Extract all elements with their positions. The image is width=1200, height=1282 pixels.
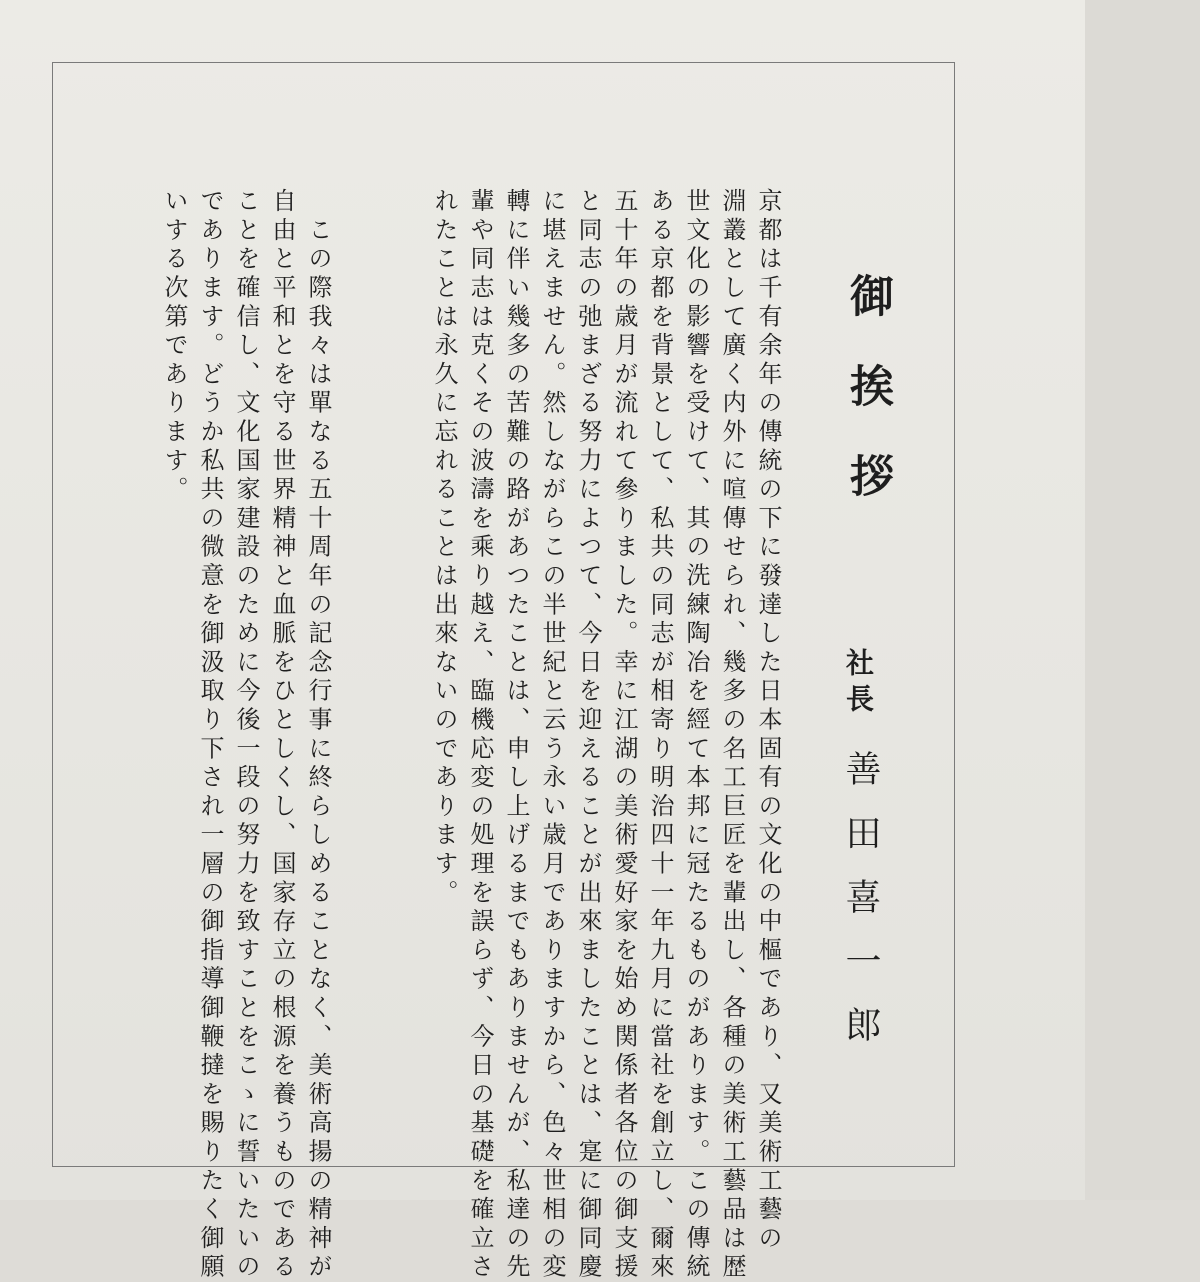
body-line: 京都は千有余年の傳統の下に發達した日本固有の文化の中樞であり、又美術工藝の — [754, 188, 782, 1254]
body-line: 淵叢として廣く内外に喧傳せられ、幾多の名工巨匠を輩出し、各種の美術工藝品は歴 — [718, 188, 746, 1282]
author-name: 善田喜一郎 — [840, 750, 881, 1070]
body-line: ことを確信し、文化国家建設のために今後一段の努力を致すことをこゝに誓いたいの — [232, 188, 260, 1282]
body-line: いする次第であります。 — [160, 188, 188, 505]
body-line: 自由と平和とを守る世界精神と血脈をひとしくし、国家存立の根源を養うものである — [268, 188, 296, 1282]
body-line: ある京都を背景として、私共の同志が相寄り明治四十一年九月に當社を創立し、爾來 — [646, 188, 674, 1282]
author-role: 社長 — [842, 648, 875, 720]
page-edge-shadow — [1085, 0, 1200, 1200]
body-line: であります。どうか私共の微意を御汲取り下され一層の御指導御鞭撻を賜りたく御願 — [196, 188, 224, 1282]
page-title: 御挨拶 — [842, 273, 893, 543]
body-line: 輩や同志は克くその波濤を乘り越え、臨機応変の処理を誤らず、今日の基礎を確立さ — [466, 188, 494, 1282]
body-line: 轉に伴い幾多の苦難の路があつたことは、申し上げるまでもありませんが、私達の先 — [502, 188, 530, 1282]
body-line: に堪えません。然しながらこの半世紀と云う永い歳月でありますから、色々世相の変 — [538, 188, 566, 1282]
body-line: と同志の弛まざる努力によつて、今日を迎えることが出來ましたことは、寔に御同慶 — [574, 188, 602, 1282]
body-line: 五十年の歳月が流れて參りました。幸に江湖の美術愛好家を始め関係者各位の御支援 — [610, 188, 638, 1282]
body-line: 世文化の影響を受けて、其の洗練陶冶を經て本邦に冠たるものがあります。この傳統 — [682, 188, 710, 1282]
body-line: この際我々は單なる五十周年の記念行事に終らしめることなく、美術高揚の精神が — [304, 188, 332, 1282]
body-line: れたことは永久に忘れることは出來ないのであります。 — [430, 188, 458, 908]
